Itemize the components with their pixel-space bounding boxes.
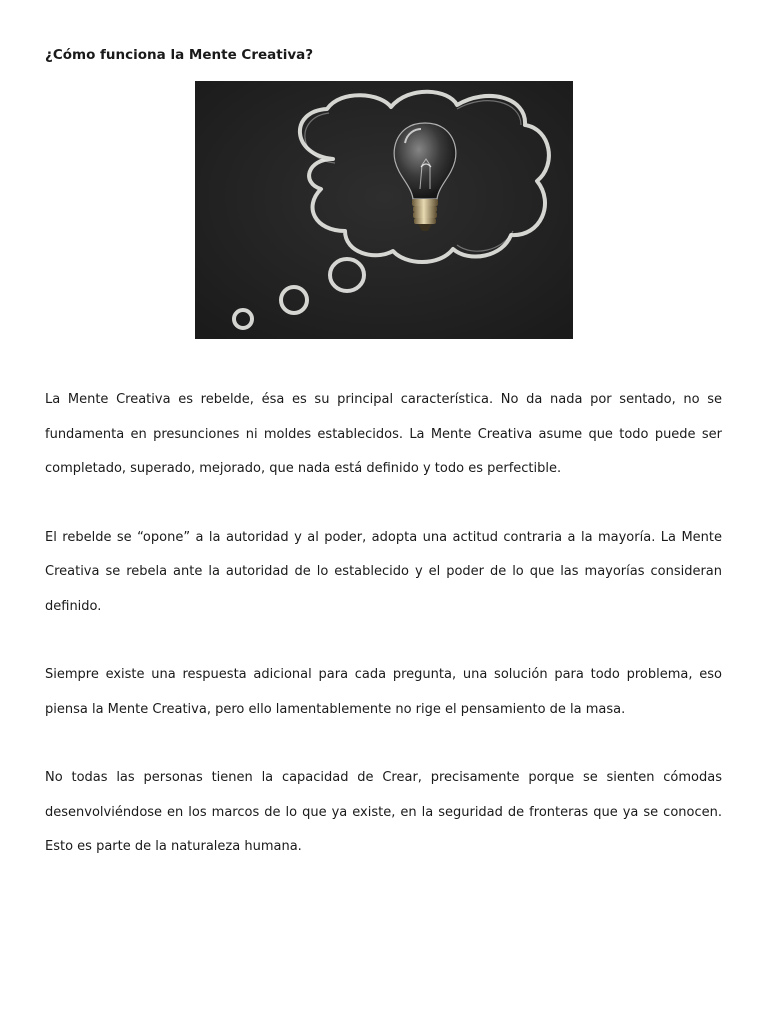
paragraph: El rebelde se “opone” a la autoridad y al poder, adopta una actitud contraria a la mayoría. La Mente Creativa se rebela ante la autoridad de lo establecido y el poder de lo que las mayorías consideran definido. [45, 529, 722, 614]
paragraph: La Mente Creativa es rebelde, ésa es su principal característica. No da nada por sentado, no se fundamenta en presunciones ni moldes establecidos. La Mente Creativa asume que todo puede ser completado, superado, mejorado, que nada está definido y todo es perfectible. [45, 392, 722, 476]
paragraph: Siempre existe una respuesta adicional para cada pregunta, una solución para todo problema, eso piensa la Mente Creativa, pero ello lamentablemente no rige el pensamiento de la masa. [45, 667, 722, 717]
chalkboard-lightbulb-image [195, 81, 573, 339]
document-body [45, 383, 722, 899]
page-title: ¿Cómo funciona la Mente Creativa? [45, 47, 314, 63]
lightbulb-thought-bubble-icon [195, 81, 573, 339]
paragraph: No todas las personas tienen la capacidad de Crear, precisamente porque se sienten cómodas desenvolviéndose en los marcos de lo que ya existe, en la seguridad de fronteras que ya se conocen. Esto es parte de la naturaleza humana. [45, 770, 722, 854]
